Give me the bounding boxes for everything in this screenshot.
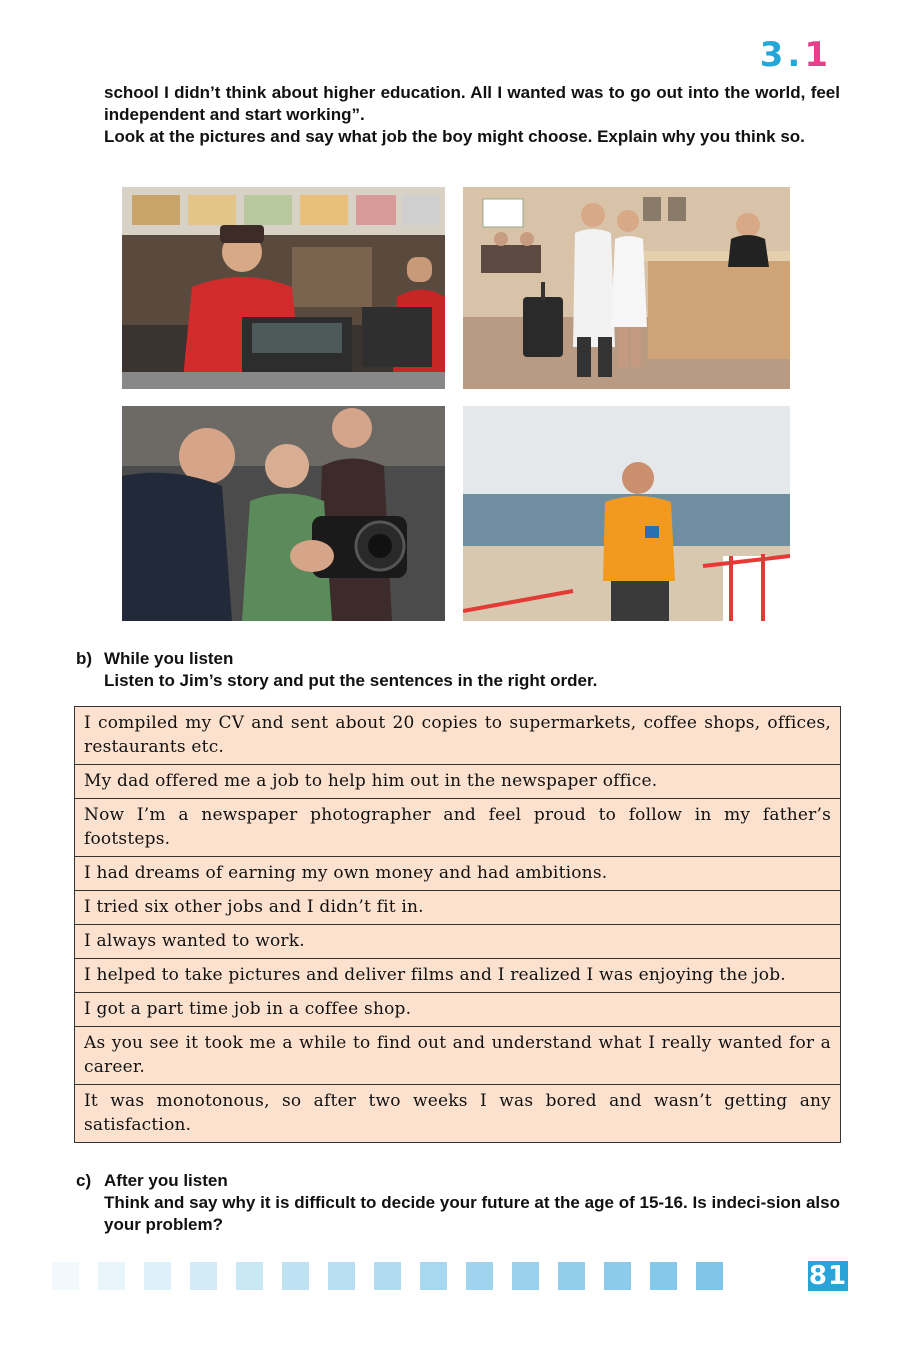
task-b-title: While you listen [104, 649, 234, 668]
footer-square [282, 1262, 309, 1290]
photo-photographer-with-camera [122, 406, 445, 621]
sentence-row: I got a part time job in a coffee shop. [75, 992, 840, 1026]
footer-square [52, 1262, 79, 1290]
task-after-you-listen [76, 1170, 840, 1236]
section-number [759, 35, 832, 75]
section-dot: . [787, 35, 805, 75]
footer-square [512, 1262, 539, 1290]
sentence-row: Now I’m a newspaper photographer and feel proud to follow in my father’s footsteps. [75, 798, 840, 856]
footer-square [374, 1262, 401, 1290]
task-b-instruction: Listen to Jim’s story and put the sentences in the right order. [104, 671, 598, 690]
task-while-you-listen [76, 648, 840, 692]
photo-hotel-reception [463, 187, 790, 389]
task-c-instruction: Think and say why it is difficult to decide your future at the age of 15-16. Is indeci-sion also your problem? [104, 1193, 840, 1234]
footer-square [650, 1262, 677, 1290]
footer-square [696, 1262, 723, 1290]
footer-square [466, 1262, 493, 1290]
photo-beach-lifeguard [463, 406, 790, 621]
footer-square [144, 1262, 171, 1290]
section-minor: 1 [804, 35, 832, 75]
sentence-row: I always wanted to work. [75, 924, 840, 958]
footer-square [328, 1262, 355, 1290]
intro-text [104, 82, 840, 148]
sentence-row: It was monotonous, so after two weeks I was bored and wasn’t getting any satisfaction. [75, 1084, 840, 1142]
footer-square [190, 1262, 217, 1290]
sentence-row: I compiled my CV and sent about 20 copies to supermarkets, coffee shops, offices, restaurants etc. [84, 713, 831, 757]
sentence-row: My dad offered me a job to help him out in the newspaper office. [75, 764, 840, 798]
quote-text: school I didn’t think about higher education. All I wanted was to go out into the world, feel independent and start working”. [104, 83, 840, 124]
footer-square [604, 1262, 631, 1290]
picture-instruction: Look at the pictures and say what job the boy might choose. Explain why you think so. [104, 127, 805, 146]
task-c-letter: c) [76, 1171, 92, 1190]
task-c-title: After you listen [104, 1171, 228, 1190]
sentences-table [74, 706, 841, 1143]
task-b-letter: b) [76, 649, 93, 668]
footer-decorative-strip [52, 1262, 723, 1290]
footer-square [558, 1262, 585, 1290]
section-major: 3 [759, 35, 788, 75]
photo-fast-food-worker [122, 187, 445, 389]
footer-square [420, 1262, 447, 1290]
footer-square [98, 1262, 125, 1290]
footer-square [236, 1262, 263, 1290]
sentence-row: I tried six other jobs and I didn’t fit in. [75, 890, 840, 924]
sentence-row: As you see it took me a while to find out and understand what I really wanted for a career. [75, 1026, 840, 1084]
sentence-row: I helped to take pictures and deliver films and I realized I was enjoying the job. [75, 958, 840, 992]
page-number: 81 [808, 1261, 848, 1291]
sentence-row: I had dreams of earning my own money and had ambitions. [75, 856, 840, 890]
